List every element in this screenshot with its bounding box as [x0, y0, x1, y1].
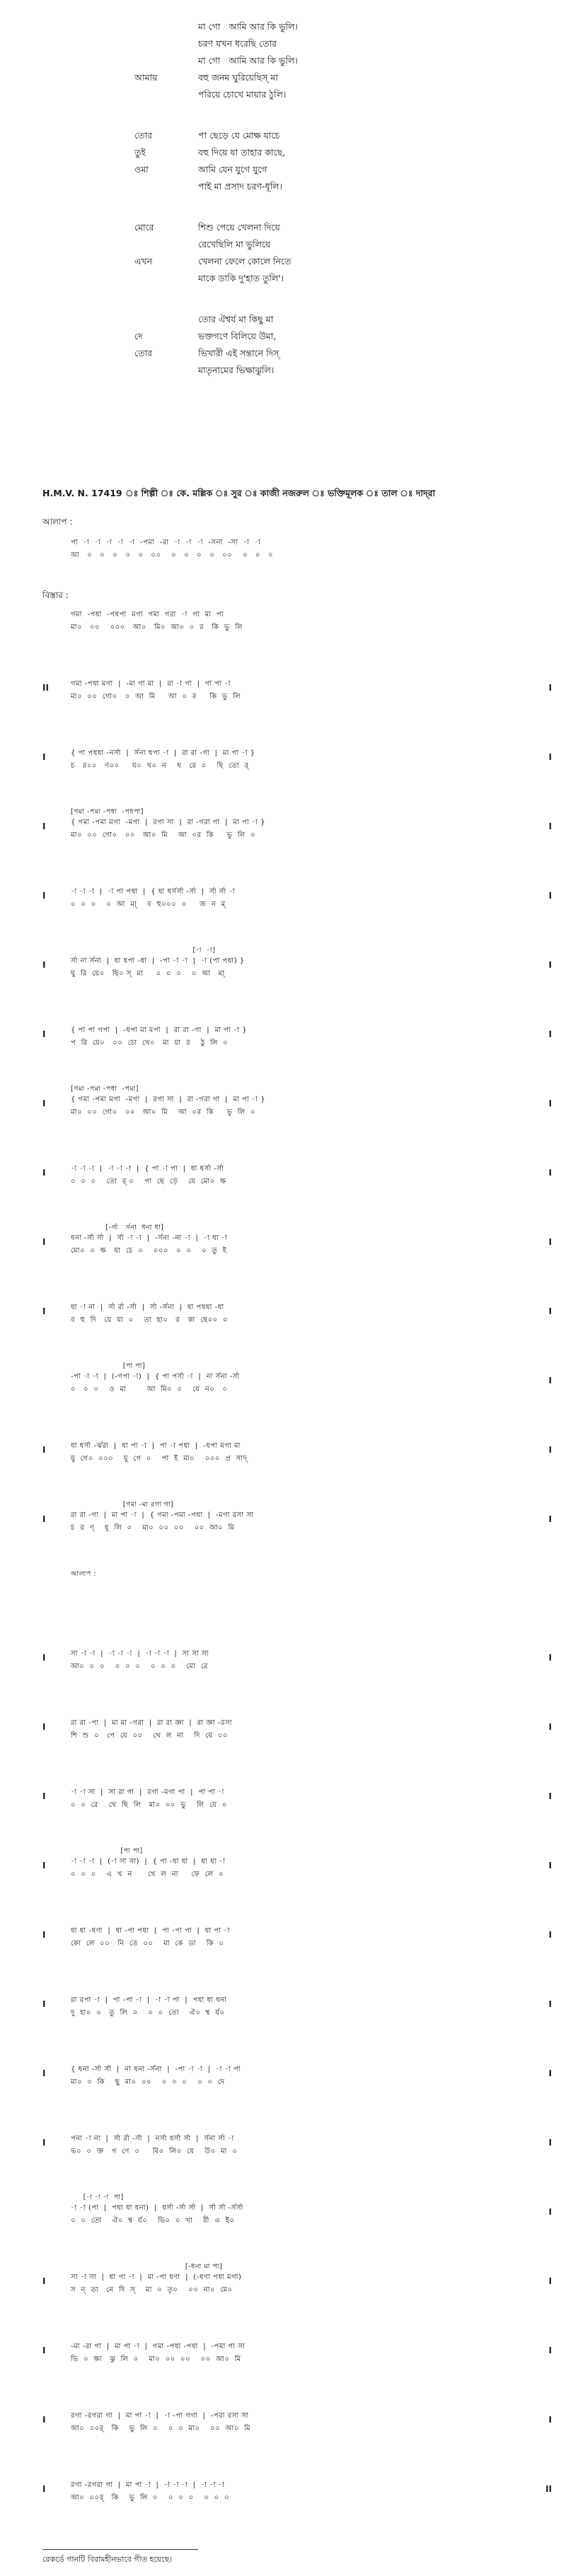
lyric-text: তোর ঐশ্বর্য মা কিছু মা — [198, 314, 274, 324]
swara-line: -পা -া -া | (-গপা -া) | { পা পর্সা -া | না র্সনা -র্সা — [71, 1373, 240, 1381]
row-start-mark: I — [42, 891, 46, 901]
lyric-text: মাকে ডাকি দু'হাত তুলি'। — [198, 273, 284, 283]
notation-row — [42, 2263, 552, 2341]
lyric-syllable-line: প রি য়ে০ ০০ চো খে০ মা য়া র ঠু লি ০ — [71, 1039, 229, 1047]
row-annotation: [-া -া -া পা] — [71, 2194, 124, 2201]
notation-row — [42, 1362, 552, 1441]
bistar-label: বিস্তার : — [42, 590, 69, 600]
lyric-text: ভিখারী এই সন্তানে দিস্ — [198, 348, 279, 358]
lyric-line — [134, 221, 439, 238]
lyric-syllable-line: ভি ০ ক্ষা ঝু লি ০ মা০ ০০ ০০ ০০ আ০ মি — [71, 2355, 241, 2363]
lyric-syllable-line: দু হা০ ০ তু লি ০ ০ ০ তো ঐ০ শ্ব র্য০ — [71, 2009, 225, 2017]
lyric-syllable-line: আ০ ০০র্ কি ভু লি ০ ০ ০ মা০ ০০ আ০ মি — [71, 2425, 251, 2432]
swara-line: পনা -া না | র্সা র্রা -র্সা | নর্সা ধর্সা র্সা | র্সনা র্সা -া — [71, 2135, 234, 2143]
lyric-syllable-line: ০ ০ রে খে ছি লি মা০ ০০ ভু লি য়ে ০ — [71, 1801, 227, 1809]
row-start-mark: II — [42, 683, 49, 693]
alap-notation — [42, 537, 552, 580]
swara-line: -া -া -া | -া পা পধা | { ধা ধর্সর্সা -র্সা | র্সা র্সা -া — [71, 888, 236, 896]
lyric-line — [134, 180, 439, 197]
swara-line: -া -া -া | -া -া -া | { পা -া পা | ধা ধর্সা -র্সা — [71, 1165, 224, 1173]
lyric-syllable-line: মো০ ০ ক্ষ যা চে ০ ০০০ ০ ০ ০ তু ই — [71, 1247, 227, 1255]
lyric-syllable-line: মা০ ০০ গো০ ০০ আ০ মি আ ০র কি ভু লি ০ — [71, 831, 256, 839]
lyric-text: ভক্তগণে বিলিয়ে উমা, — [198, 331, 277, 341]
lyric-text: পরিয়ে চোখে মায়ার ঠুলি। — [198, 89, 287, 100]
swara-line: রা রা -গা | মা পা -া | { গমা -পমা -পধা | -মগা রসা সা — [71, 1511, 254, 1519]
lyric-prefix: আমায় — [134, 72, 158, 83]
row-end-mark: II — [545, 2484, 552, 2494]
lyric-syllable-line: ভ০ ০ ক্ত গ ণে ০ বি০ লি০ য়ে উ০ মা ০ — [71, 2148, 238, 2155]
row-end-mark: I — [548, 683, 552, 693]
row-end-mark: I — [548, 1237, 552, 1247]
row-end-mark: I — [548, 1722, 552, 1732]
lyric-line — [134, 88, 439, 105]
row-start-mark: I — [42, 1722, 46, 1732]
lyric-syllable-line: ০ ০ ০ ও মা আ মি০ ০ যে ন০ ০ — [71, 1386, 228, 1393]
lyric-line — [134, 37, 439, 54]
row-start-mark: I — [42, 821, 46, 831]
notation-row — [42, 609, 552, 679]
swara-line: { গমা -পমা মগা -মগা | রগা সা | রা -গরা গা | মা পা -া } — [71, 1096, 266, 1103]
row-start-mark: I — [42, 1099, 46, 1108]
lyric-text: মা গো আমি আর কি ভুলি। — [198, 21, 298, 32]
row-end-mark: I — [548, 891, 552, 901]
lyric-line — [134, 129, 439, 146]
swara-line: সা -া সা | ধা পা -া | মা -পা ধণা | (-ধণা পধা মগা) — [71, 2273, 242, 2281]
swara-line: রা রা -পা | মা মা -গরা | রা রা জ্ঞা | রা জ্ঞা -রসা — [71, 1719, 233, 1727]
row-start-mark: I — [42, 2276, 46, 2286]
lyric-syllable-line: ব হু দি য়ে যা ০ তা হা০ র কা ছে০০ ০ — [71, 1316, 229, 1324]
swara-line: -া -া সা | সা রা গা | রগা -মগা পা | পা পা -া — [71, 1788, 224, 1796]
lyric-text: খেলনা ফেলে কোলে নিতে — [198, 256, 291, 267]
notation-row — [42, 947, 552, 1025]
notation-row — [42, 2411, 552, 2480]
row-end-mark: I — [548, 1791, 552, 1801]
lyric-line — [134, 238, 439, 254]
lyric-syllable-line: মা০ ০০ গো০ ০ আ মি আ ০ র কি ভু লি — [71, 693, 241, 701]
swara-line: ধনা -র্সা র্সা | র্সা -া -া | -র্সনা -না -া | -া ধা -া — [71, 1234, 228, 1242]
lyric-text: চরণ যখন ধরেছি তোর — [198, 38, 277, 49]
lyric-syllable-line: মা০ ০০ ০০০ আ০ মি০ আ০ ০ র কি ভু লি — [71, 623, 243, 631]
row-end-mark: I — [548, 752, 552, 762]
row-end-mark: I — [548, 1861, 552, 1870]
row-annotation: আলাপ : — [71, 1570, 97, 1578]
lyric-syllable-line: আ ০ ০ ০ ০ ০ ০০ ০ ০ ০ ০ ০০ ০ ০ ০ — [71, 551, 274, 559]
notation-row — [42, 2341, 552, 2411]
row-end-mark: I — [548, 1099, 552, 1108]
lyric-line — [134, 71, 439, 88]
lyric-text: আমি যেন যুগে যুগে — [198, 164, 267, 175]
record-credits: H.M.V. N. 17419 ঃ শিল্পী ঃ কে. মল্লিক ঃ সুর ঃ কাজী নজরুল ঃ ভক্তিমূলক ঃ তাল ঃ দাদ্‌রা — [42, 488, 436, 498]
row-start-mark: I — [42, 2138, 46, 2148]
notation-row — [42, 1570, 552, 1649]
lyric-stanza — [134, 221, 439, 288]
row-start-mark: I — [42, 1306, 46, 1316]
notation-row — [42, 2064, 552, 2133]
row-end-mark: I — [548, 1445, 552, 1455]
row-annotation: [পা পা] — [71, 1362, 146, 1370]
notation-row — [42, 1926, 552, 1995]
lyric-text: মা গো আমি আর কি ভুলি। — [198, 55, 298, 66]
swara-line: { গমা -পমা মগা -মগা | রগা সা | রা -গরা গা | মা পা -া } — [71, 819, 266, 826]
row-end-mark: I — [548, 2415, 552, 2425]
swara-line: { পা পধধা -নর্সা | র্সনা ধপা -া | রা রা -গা | মা পা -া } — [71, 749, 255, 757]
swara-line: র্সা না র্সনা | ধা ধপা -ধা | -পা -া -া | -া (পা পধা) } — [71, 957, 245, 965]
row-end-mark: I — [548, 2346, 552, 2355]
lyric-prefix: দে — [134, 331, 143, 341]
lyric-syllable-line: কো লে ০০ নি তে ০০ মা কে ডা কি ০ — [71, 1940, 224, 1948]
lyric-syllable-line: ০ ০ তো ঐ০ শ্ব র্য০ ভি০ ০ খা রী এ ই০ — [71, 2217, 235, 2225]
lyric-syllable-line: ০ ০ ০ তো র্ ০ পা ছে ড়ে যে মো০ ক্ষ — [71, 1178, 226, 1185]
lyric-prefix: মোরে — [134, 222, 154, 233]
row-annotation: [গমা -পমা -পধা -পমা] — [71, 1085, 139, 1093]
lyric-stanza — [134, 312, 439, 380]
row-start-mark: I — [42, 1791, 46, 1801]
row-end-mark: I — [548, 1168, 552, 1178]
row-start-mark: I — [42, 2346, 46, 2355]
lyric-stanza — [134, 20, 439, 105]
lyric-syllable-line: আ০ ০ ০ ০ ০ ০ ০ ০ ০ মো রে — [71, 1663, 208, 1670]
swara-line: -া -া -া | (-া সা সা) | { পা -ধা ধা | ধা ধা -া — [71, 1858, 226, 1866]
swara-line: গমা -পধা মগা | -মা গা মা | রা -া গা | গা পা -া — [71, 680, 231, 688]
lyric-prefix: তোর — [134, 130, 152, 141]
row-start-mark: I — [42, 1861, 46, 1870]
row-start-mark: I — [42, 1168, 46, 1178]
notation-row — [42, 1224, 552, 1302]
row-end-mark: I — [548, 1306, 552, 1316]
swara-line: { পা পা গপা | -ধপা মা মপা | রা রা -গা | মা পা -া } — [71, 1026, 248, 1034]
row-annotation: [-া -া] — [71, 947, 216, 954]
row-annotation: [-ধনা মা পা] — [71, 2263, 223, 2271]
row-end-mark: I — [548, 821, 552, 831]
footnote-divider — [42, 2549, 198, 2550]
row-start-mark: I — [42, 1999, 46, 2009]
swara-line: ধা -া না | র্সা র্রা -র্সা | র্সা -র্সনা | ধা পধধা -ধা — [71, 1304, 224, 1311]
swara-line: -া -া (পা | পধা ধা ধনা) | ধর্সা -র্সা র্সা | র্সা র্সা -র্সর্সা — [71, 2204, 243, 2212]
row-annotation: [গমা -পমা -পধা -পধপা] — [71, 808, 144, 816]
row-end-mark: I — [548, 2068, 552, 2078]
swara-line: রগা -রগরা গা | মা পা -া | -া -পা গগা | -পরা রসা সা — [71, 2412, 249, 2420]
row-end-mark: I — [548, 1376, 552, 1386]
lyric-prefix: তুই — [134, 147, 146, 158]
row-start-mark: I — [42, 2415, 46, 2425]
lyric-syllable-line: স ন্ তা নে দি স্ মা ০ তৃ০ ০০ না০ মে০ — [71, 2286, 233, 2294]
lyric-syllable-line: চ র ণ্ ধূ লি ০ মা০ ০০ ০০ ০০ আ০ মি — [71, 1524, 235, 1532]
notation-row — [42, 679, 552, 748]
swara-line: রা রপা -া | পা -পা -া | -া -া পা | পধা ধা ধনা — [71, 1996, 227, 2004]
lyric-prefix: তোর — [134, 348, 152, 358]
notation-row — [42, 1085, 552, 1164]
swara-line: ধা ধর্সা -র্ঝরা | ধা পা -া | পা -া পধা | -ধপা মগা মা — [71, 1442, 241, 1450]
row-start-mark: I — [42, 1029, 46, 1039]
lyric-text: রেখেছিলি মা ভুলিয়ে — [198, 239, 271, 250]
alap-label: আলাপ : — [42, 517, 73, 527]
row-end-mark: I — [548, 960, 552, 970]
swara-line: { ধনা -র্সা র্সা | না ধনা -র্সনা | -পা -া -া | -া -া পা — [71, 2066, 241, 2073]
lyric-line — [134, 363, 439, 380]
notation-row — [42, 1649, 552, 1718]
notation-row — [42, 1847, 552, 1926]
lyric-line — [134, 271, 439, 288]
row-end-mark: I — [548, 1999, 552, 2009]
row-start-mark: I — [42, 1514, 46, 1524]
lyric-syllable-line: যু গে০ ০০০ যু গে ০ পা ই মা০ ০০০ প্র সাদ্ — [71, 1455, 248, 1463]
lyric-line — [134, 20, 439, 37]
lyric-line — [134, 312, 439, 329]
row-end-mark: I — [548, 1029, 552, 1039]
row-end-mark: I — [548, 2276, 552, 2286]
lyric-prefix: ওমা — [134, 164, 149, 175]
row-start-mark: I — [42, 1653, 46, 1663]
row-annotation: [পা পা] — [71, 1847, 143, 1855]
lyric-prefix: এখন — [134, 256, 153, 267]
lyric-syllable-line: মা০ ০ কি ছু মা০ ০০ ০ ০ ০ ০ ০ দে — [71, 2078, 225, 2086]
row-start-mark: I — [42, 1445, 46, 1455]
notation-row — [42, 2480, 552, 2549]
lyric-syllable-line: ০ ০ ০ এ খ ন খে ল না ফে লে ০ — [71, 1870, 224, 1878]
row-start-mark: I — [42, 2068, 46, 2078]
song-lyrics — [134, 20, 439, 404]
swara-line: সা -া -া | -া -া -া | -া -া -া | সা সা সা — [71, 1650, 209, 1658]
row-start-mark: I — [42, 752, 46, 762]
lyric-text: মাতৃনামের ভিক্ষাঝুলি। — [198, 365, 275, 375]
swara-line: পা -া -া -া -া -া -পমা -রা -া -া -া -সনা -সা -া -া — [71, 539, 261, 546]
row-start-mark: I — [42, 960, 46, 970]
row-end-mark: I — [548, 2207, 552, 2217]
lyric-text: বহু দিয়ে যা তাহার কাছে, — [198, 147, 286, 158]
lyric-syllable-line: আ০ ০০র্ কি ভু লি ০ ০ ০ ০ ০ ০ ০ — [71, 2494, 229, 2502]
lyric-line — [134, 146, 439, 163]
swara-line: রগা -রগরা গা | মা পা -া | -া -া -া | -া -া -া — [71, 2481, 225, 2489]
bistar-notation — [42, 609, 552, 2549]
row-annotation: [-র্সা র্সনা ধনা ধা] — [71, 1224, 164, 1231]
row-start-mark: I — [42, 1237, 46, 1247]
notation-row — [42, 1995, 552, 2064]
notation-row — [42, 808, 552, 886]
lyric-text: পা ছেড়ে যে মোক্ষ যাচে — [198, 130, 280, 141]
swara-line: গমা -পধা -পধপা মগা গমা গরা -া গা মা পা — [71, 611, 224, 619]
lyric-syllable-line: চ র০০ ণ০০ য০ খ০ ন ধ রে ০ ছি তো র্ — [71, 762, 249, 770]
row-end-mark: I — [548, 1930, 552, 1940]
lyric-syllable-line: ঘু রি য়ে০ ছি০ স্ মা ০ ০ ০ ০ আ মা্ — [71, 970, 225, 978]
lyric-line — [134, 163, 439, 180]
lyric-syllable-line: শি শু ০ পে য়ে ০০ খে ল না দি য়ে ০০ — [71, 1732, 229, 1740]
swara-line: -মা -রা গা | মা পা -া | গমা -পধা -পধা | -পমা গা সা — [71, 2343, 246, 2350]
lyric-line — [134, 329, 439, 346]
lyric-line — [134, 254, 439, 271]
footnote: রেকর্ডে গানটি বিরামহীনভাবে গীত হয়েছে। — [42, 2555, 173, 2564]
swara-line: ধা ধা -ধণা | ধা -পা পধা | পা -পা পা | ধা পা -া — [71, 1927, 231, 1935]
lyric-text: বহু জনম ঘুরিয়েছিস্ মা — [198, 72, 278, 83]
lyric-text: শিশু পেয়ে খেলনা দিয়ে — [198, 222, 280, 233]
lyric-stanza — [134, 129, 439, 197]
lyric-line — [134, 346, 439, 363]
lyric-text: পাই মা প্রসাদ চরণ-ধূলি। — [198, 181, 282, 192]
lyric-line — [134, 54, 439, 71]
lyric-syllable-line: মা০ ০০ গো০ ০০ আ০ মি আ ০র কি ভু লি ০ — [71, 1108, 256, 1116]
row-start-mark: I — [42, 2484, 46, 2494]
notation-row — [42, 1718, 552, 1787]
row-end-mark: I — [548, 1514, 552, 1524]
notation-row — [42, 537, 552, 580]
row-end-mark: I — [548, 1653, 552, 1663]
row-start-mark: I — [42, 1930, 46, 1940]
row-annotation: [গমা -মা রগা গা] — [71, 1501, 174, 1509]
lyric-syllable-line: ০ ০ ০ ০ আ মা্ ব হু০০০ ০ জ ন ম্ — [71, 901, 226, 908]
row-end-mark: I — [548, 2138, 552, 2148]
